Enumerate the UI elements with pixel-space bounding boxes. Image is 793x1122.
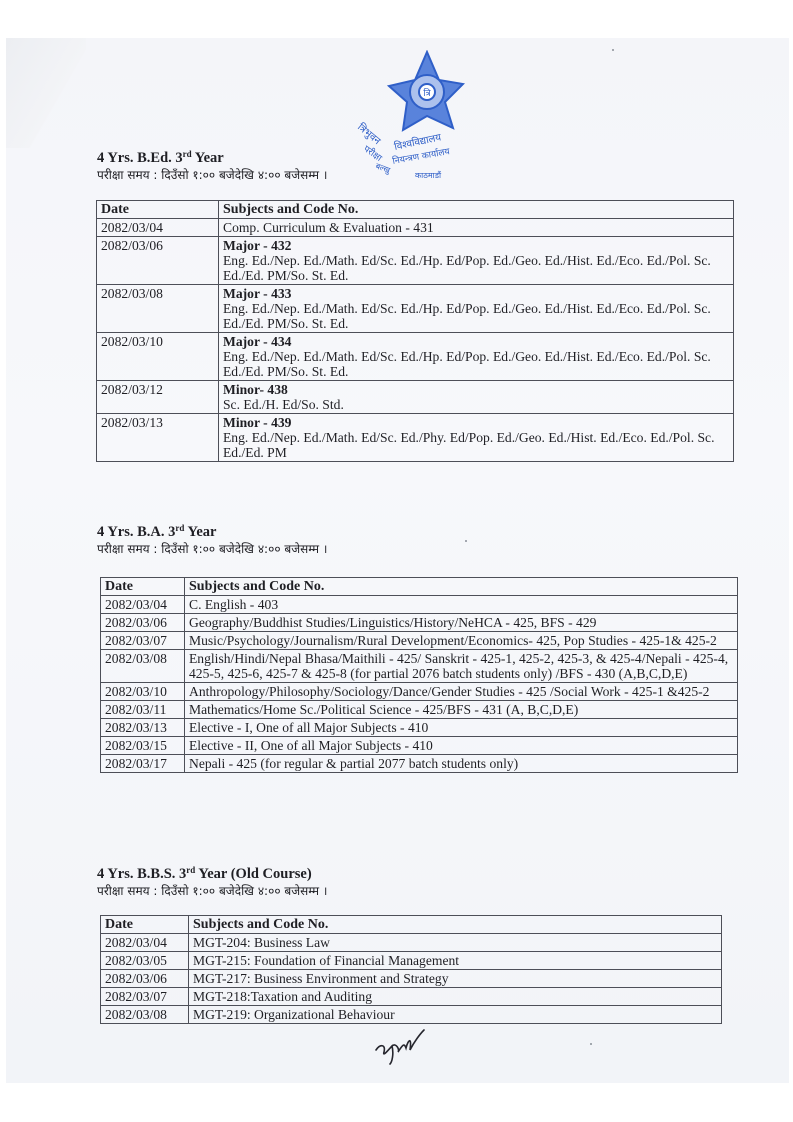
university-stamp-icon (345, 50, 465, 180)
table-row (101, 988, 722, 1006)
table-row (101, 737, 738, 755)
cell-subjects: English/Hindi/Nepal Bhasa/Maithili - 425/ Sanskrit - 425-1, 425-2, 425-3, & 425-4/Nepali - 425-4, 425-5, 425-6, 425-7 & 425-8 (for partial 2076 batch students only) /BFS - 430 (A,B,C,D,E) (185, 650, 738, 683)
cell-date: 2082/03/05 (101, 952, 189, 970)
table-row (101, 970, 722, 988)
section-bbs (97, 862, 327, 900)
header-date: Date (101, 578, 185, 596)
cell-subjects: Nepali - 425 (for regular & partial 2077 batch students only) (185, 755, 738, 773)
section-ba (97, 520, 327, 558)
table-row (101, 719, 738, 737)
cell-subjects (219, 414, 734, 462)
table-row (101, 952, 722, 970)
subject-list: Eng. Ed./Nep. Ed./Math. Ed/Sc. Ed./Hp. Ed/Pop. Ed./Geo. Ed./Hist. Ed./Eco. Ed./Pol. Sc. Ed./Ed. PM/So. St. Ed. (223, 253, 711, 283)
cell-date: 2082/03/06 (101, 614, 185, 632)
svg-text:विश्वविद्यालय: विश्वविद्यालय (393, 132, 443, 153)
cell-subjects (219, 333, 734, 381)
table-row (101, 596, 738, 614)
cell-date: 2082/03/08 (101, 1006, 189, 1024)
svg-text:नियन्त्रण कार्यालय: नियन्त्रण कार्यालय (391, 147, 451, 167)
section-bed (97, 146, 327, 184)
cell-date: 2082/03/07 (101, 632, 185, 650)
subject-list: Eng. Ed./Nep. Ed./Math. Ed/Sc. Ed./Hp. Ed/Pop. Ed./Geo. Ed./Hist. Ed./Eco. Ed./Pol. Sc. Ed./Ed. PM/So. St. Ed. (223, 301, 711, 331)
cell-subjects (219, 381, 734, 414)
cell-date: 2082/03/08 (101, 650, 185, 683)
bed-schedule-table (96, 200, 734, 462)
table-header-row (101, 578, 738, 596)
table-row (101, 934, 722, 952)
cell-date: 2082/03/10 (101, 683, 185, 701)
table-row (101, 632, 738, 650)
cell-subjects: MGT-218:Taxation and Auditing (189, 988, 722, 1006)
cell-date: 2082/03/06 (97, 237, 219, 285)
paper-heading: Major - 434 (223, 334, 292, 349)
table-row (101, 614, 738, 632)
section-title: 4 Yrs. B.Ed. 3rd Year (97, 149, 224, 166)
cell-date: 2082/03/08 (97, 285, 219, 333)
scan-speck (590, 1043, 592, 1045)
cell-subjects: Music/Psychology/Journalism/Rural Development/Economics- 425, Pop Studies - 425-1& 425-2 (185, 632, 738, 650)
table-header-row (97, 201, 734, 219)
cell-subjects: Elective - II, One of all Major Subjects - 410 (185, 737, 738, 755)
svg-text:त्रिभुवन: त्रिभुवन (355, 121, 383, 148)
header-date: Date (101, 916, 189, 934)
table-row (97, 219, 734, 237)
cell-subjects: Geography/Buddhist Studies/Linguistics/History/NeHCA - 425, BFS - 429 (185, 614, 738, 632)
cell-date: 2082/03/06 (101, 970, 189, 988)
cell-date: 2082/03/10 (97, 333, 219, 381)
exam-time: परीक्षा समय : दिउँसो १:०० बजेदेखि ४:०० बजेसम्म । (97, 542, 328, 556)
bbs-schedule-table (100, 915, 722, 1024)
paper-heading: Minor- 438 (223, 382, 288, 397)
svg-text:त्रि: त्रि (423, 89, 431, 99)
svg-text:परीक्षा: परीक्षा (361, 144, 384, 164)
paper-heading: Major - 432 (223, 238, 292, 253)
header-subjects: Subjects and Code No. (185, 578, 738, 596)
table-row (97, 414, 734, 462)
table-row (101, 683, 738, 701)
scan-speck (612, 49, 614, 51)
cell-date: 2082/03/13 (101, 719, 185, 737)
table-header-row (101, 916, 722, 934)
cell-subjects: MGT-215: Foundation of Financial Management (189, 952, 722, 970)
scan-speck (465, 540, 467, 542)
cell-subjects: Mathematics/Home Sc./Political Science - 425/BFS - 431 (A, B,C,D,E) (185, 701, 738, 719)
table-row (97, 381, 734, 414)
subject-list: Eng. Ed./Nep. Ed./Math. Ed/Sc. Ed./Phy. Ed/Pop. Ed./Geo. Ed./Hist. Ed./Eco. Ed./Pol. Sc. Ed./Ed. PM (223, 430, 715, 460)
cell-date: 2082/03/11 (101, 701, 185, 719)
table-row (101, 701, 738, 719)
cell-date: 2082/03/04 (101, 934, 189, 952)
table-row (101, 755, 738, 773)
cell-subjects: MGT-217: Business Environment and Strategy (189, 970, 722, 988)
cell-subjects (219, 285, 734, 333)
cell-subjects: MGT-219: Organizational Behaviour (189, 1006, 722, 1024)
cell-subjects: C. English - 403 (185, 596, 738, 614)
paper-heading: Major - 433 (223, 286, 292, 301)
exam-time: परीक्षा समय : दिउँसो १:०० बजेदेखि ४:०० बजेसम्म । (97, 168, 328, 182)
cell-date: 2082/03/07 (101, 988, 189, 1006)
subject-list: Eng. Ed./Nep. Ed./Math. Ed/Sc. Ed./Hp. Ed/Pop. Ed./Geo. Ed./Hist. Ed./Eco. Ed./Pol. Sc. Ed./Ed. PM/So. St. Ed. (223, 349, 711, 379)
cell-subjects: Comp. Curriculum & Evaluation - 431 (219, 219, 734, 237)
header-subjects: Subjects and Code No. (219, 201, 734, 219)
cell-date: 2082/03/13 (97, 414, 219, 462)
cell-date: 2082/03/17 (101, 755, 185, 773)
cell-subjects (219, 237, 734, 285)
paper-heading: Minor - 439 (223, 415, 292, 430)
svg-text:बल्खु: बल्खु (374, 161, 392, 175)
table-row (97, 237, 734, 285)
cell-subjects: Elective - I, One of all Major Subjects - 410 (185, 719, 738, 737)
header-subjects: Subjects and Code No. (189, 916, 722, 934)
svg-text:काठमाडौं: काठमाडौं (415, 171, 442, 180)
cell-subjects: Anthropology/Philosophy/Sociology/Dance/Gender Studies - 425 /Social Work - 425-1 &425-2 (185, 683, 738, 701)
cell-date: 2082/03/12 (97, 381, 219, 414)
exam-time: परीक्षा समय : दिउँसो १:०० बजेदेखि ४:०० बजेसम्म । (97, 884, 328, 898)
section-title: 4 Yrs. B.A. 3rd Year (97, 523, 217, 540)
section-title: 4 Yrs. B.B.S. 3rd Year (Old Course) (97, 865, 312, 882)
header-date: Date (97, 201, 219, 219)
cell-date: 2082/03/04 (97, 219, 219, 237)
cell-date: 2082/03/04 (101, 596, 185, 614)
cell-date: 2082/03/15 (101, 737, 185, 755)
table-row (97, 285, 734, 333)
page-fold-shadow (6, 38, 86, 148)
subject-list: Sc. Ed./H. Ed/So. Std. (223, 397, 344, 412)
table-row (101, 1006, 722, 1024)
cell-subjects: MGT-204: Business Law (189, 934, 722, 952)
signature-icon (370, 1028, 430, 1066)
table-row (97, 333, 734, 381)
table-row (101, 650, 738, 683)
ba-schedule-table (100, 577, 738, 773)
